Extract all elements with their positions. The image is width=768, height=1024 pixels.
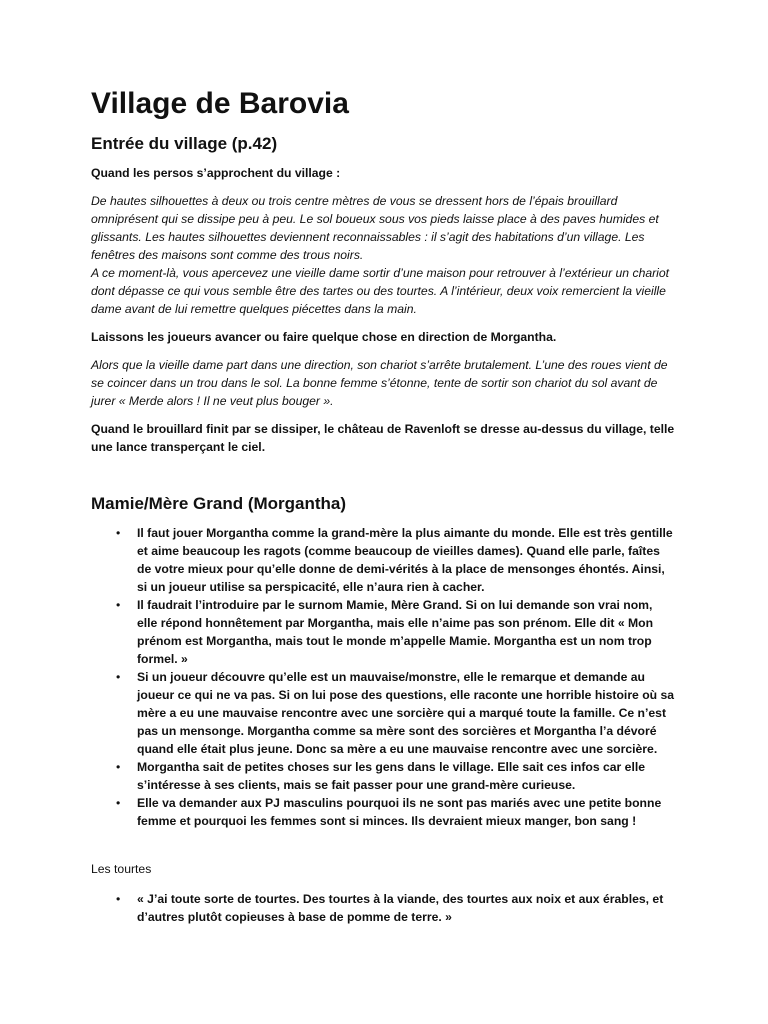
bullet-icon: •	[116, 526, 121, 540]
list-item	[116, 668, 676, 758]
tourtes-bullet-list	[91, 890, 676, 926]
list-item-text: Si un joueur découvre qu’elle est un mauvaise/monstre, elle le remarque et demande au joueur ce qui ne va pas. Si on lui pose des questions, elle raconte une horrible histoire où sa mère a eu une mauvaise rencontre avec une sorcière qui a marqué toute la famille. Ce n’est pas un mensonge. Morgantha comme sa mère sont des sorcières et Morgantha l’a dévoré quand elle était plus jeune. Donc sa mère a eu une mauvaise rencontre avec une sorcière.	[137, 670, 675, 756]
closing-text: Quand le brouillard finit par se dissiper, le château de Ravenloft se dresse au-dessus du village, telle une lance transperçant le ciel.	[91, 422, 675, 454]
document-page	[91, 84, 676, 926]
bullet-icon: •	[116, 598, 121, 612]
bullet-icon: •	[116, 892, 121, 906]
list-item	[116, 758, 676, 794]
list-item-text: Il faudrait l’introduire par le surnom Mamie, Mère Grand. Si on lui demande son vrai nom, elle répond honnêtement par Morgantha, mais elle n’aime pas son prénom. Elle dit « Mon prénom est Morgantha, mais tout le monde m’appelle Mamie. Morgantha est un nom trop formel. »	[137, 598, 654, 666]
instruction-text: Laissons les joueurs avancer ou faire quelque chose en direction de Morgantha.	[91, 330, 557, 344]
bullet-icon: •	[116, 670, 121, 684]
list-item-text: Il faut jouer Morgantha comme la grand-mère la plus aimante du monde. Elle est très gentille et aime beaucoup les ragots (comme beaucoup de vieilles dames). Quand elle parle, faîtes de votre mieux pour qu’elle donne de demi-vérités à la place de mensonges éhontés. Ainsi, si un joueur utilise sa perspicacité, elle n’aura rien à cacher.	[137, 526, 673, 594]
bullet-icon: •	[116, 760, 121, 774]
list-item	[116, 524, 676, 596]
list-item	[116, 596, 676, 668]
list-item	[116, 890, 676, 926]
document-title: Village de Barovia	[91, 87, 349, 120]
list-item-text: Morgantha sait de petites choses sur les gens dans le village. Elle sait ces infos car elle s’intéresse à ses clients, mais se fait passer pour une grand-mère curieuse.	[137, 760, 646, 792]
bullet-icon: •	[116, 796, 121, 810]
narration-paragraph-3: Alors que la vieille dame part dans une direction, son chariot s’arrête brutalement. L’une des roues vient de se coincer dans un trou dans le sol. La bonne femme s’étonne, tente de sortir son chariot du sol avant de jurer « Merde alors ! Il ne veut plus bouger ».	[91, 358, 668, 408]
section-heading-entree: Entrée du village (p.42)	[91, 134, 278, 153]
list-item-text: Elle va demander aux PJ masculins pourquoi ils ne sont pas mariés avec une petite bonne femme et pourquoi les femmes sont si minces. Ils devraient mieux manger, bon sang !	[137, 796, 662, 828]
intro-text: Quand les persos s’approchent du village :	[91, 166, 341, 180]
narration-paragraph-1: De hautes silhouettes à deux ou trois centre mètres de vous se dressent hors de l’épais brouillard omniprésent qui se dissipe peu à peu. Le sol boueux sous vos pieds laisse place à des paves humides et glissants. Les hautes silhouettes deviennent reconnaissables : il s’agit des habitations d’un village. Les fenêtres des maisons sont comme des trous noirs.	[91, 194, 659, 262]
list-item-text: « J’ai toute sorte de tourtes. Des tourtes à la viande, des tourtes aux noix et aux érables, et d’autres plutôt copieuses à base de pomme de terre. »	[137, 892, 664, 924]
section-heading-mamie: Mamie/Mère Grand (Morgantha)	[91, 494, 347, 513]
mamie-bullet-list	[91, 524, 676, 830]
narration-paragraph-2: A ce moment-là, vous apercevez une vieille dame sortir d’une maison pour retrouver à l’extérieur un chariot dont dépasse ce qui vous semble être des tartes ou des tourtes. A l’intérieur, deux voix remercient la vieille dame avant de lui remettre quelques piécettes dans la main.	[91, 266, 670, 316]
list-item	[116, 794, 676, 830]
tourtes-label: Les tourtes	[91, 862, 152, 876]
